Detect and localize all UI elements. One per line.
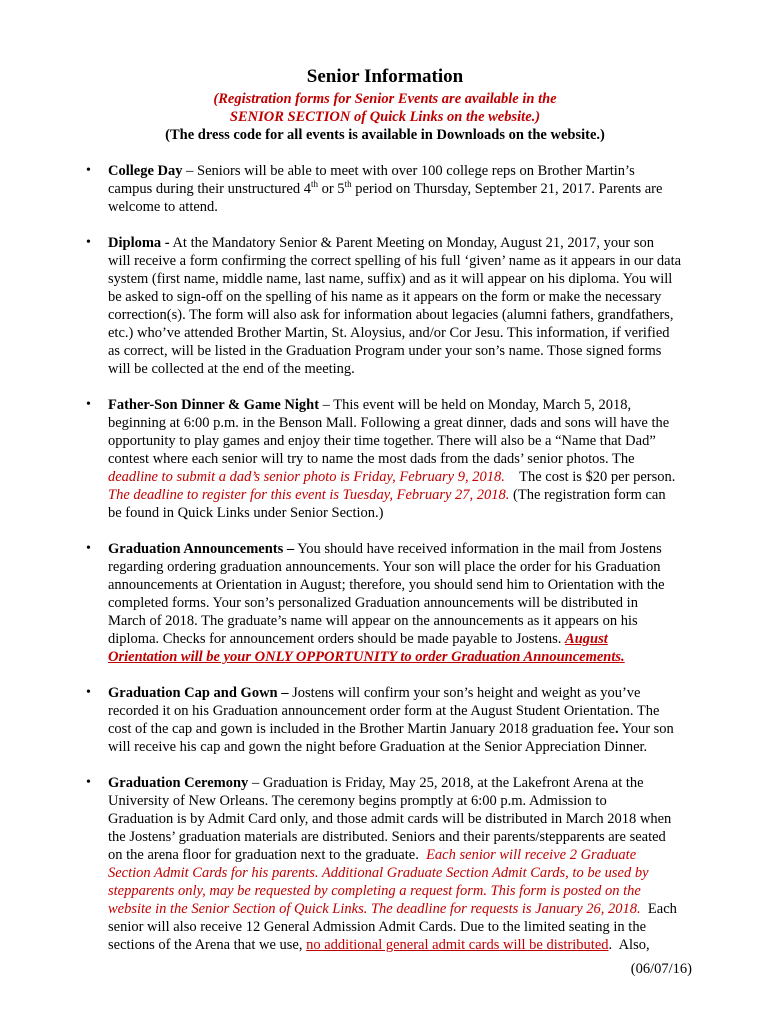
list-item-diploma: [86, 234, 698, 378]
list-item-cap-and-gown: [86, 684, 698, 756]
emphasis-text: Orientation will be your ONLY OPPORTUNITY to order Graduation Announcements.: [108, 649, 625, 665]
superscript: th: [310, 179, 318, 189]
registration-note-line2: SENIOR SECTION of Quick Links on the website.): [229, 109, 541, 125]
item-text: – Seniors will be able to meet with over 100 college reps on Brother Martin’s: [182, 163, 635, 179]
superscript: th: [344, 179, 352, 189]
list-item-graduation-announcements: [86, 540, 698, 666]
item-heading: College Day: [108, 163, 183, 179]
item-text: cost of the cap and gown is included in the Brother Martin January 2018 graduation fee: [108, 721, 615, 737]
item-text: will receive his cap and gown the night before Graduation at the Senior Appreciation Dinner.: [108, 739, 648, 755]
item-text: Each: [640, 901, 677, 917]
item-text: The cost is $20 per person.: [504, 469, 676, 485]
bullet-icon: •: [86, 163, 91, 178]
item-heading: Diploma -: [108, 235, 170, 251]
list-item-graduation-ceremony: [86, 774, 698, 954]
list-item-father-son-dinner: [86, 396, 698, 522]
page-title: Senior Information: [306, 66, 464, 87]
item-text: on the arena floor for graduation next to the graduate.: [108, 847, 427, 863]
item-text: system (first name, middle name, last name, suffix) and as it will appear on his diploma. You will: [108, 271, 673, 287]
item-text: will receive a form confirming the correct spelling of his full ‘given’ name as it appears in our data: [108, 253, 682, 269]
item-text: contest where each senior will try to name the most dads from the dads’ senior photos. The: [108, 451, 635, 467]
dress-code-note: (The dress code for all events is available in Downloads on the website.): [165, 127, 605, 143]
item-text: etc.) who’ve attended Brother Martin, St. Aloysius, and/or Cor Jesu. This information, if verified: [108, 325, 670, 341]
item-text: (The registration form can: [509, 487, 666, 503]
item-text: diploma. Checks for announcement orders should be made payable to Jostens.: [108, 631, 566, 647]
item-text: completed forms. Your son’s personalized Graduation announcements will be distributed in: [108, 595, 638, 611]
bullet-icon: •: [86, 541, 91, 556]
list-item-college-day: [86, 162, 698, 216]
item-text: You should have received information in the mail from Jostens: [294, 541, 662, 557]
item-text: correction(s). The form will also ask for information about legacies (alumni fathers, grandfathers,: [108, 307, 674, 323]
item-text: opportunity to play games and enjoy their time together. There will also be a “Name that Dad”: [108, 433, 656, 449]
bullet-icon: •: [86, 397, 91, 412]
registration-note-line1: (Registration forms for Senior Events are available in the: [213, 91, 557, 107]
item-heading: Father-Son Dinner & Game Night: [108, 397, 320, 413]
item-text: Your son: [618, 721, 674, 737]
item-text: – Graduation is Friday, May 25, 2018, at the Lakefront Arena at the: [248, 775, 644, 791]
item-text: .: [614, 721, 619, 737]
item-text: Graduation is by Admit Card only, and those admit cards will be distributed in March 2018 when: [108, 811, 672, 827]
item-text: will be collected at the end of the meeting.: [108, 361, 355, 377]
item-text: campus during their unstructured 4: [108, 181, 311, 197]
item-text: recorded it on his Graduation announcement order form at the August Student Orientation. The: [108, 703, 660, 719]
item-text: welcome to attend.: [108, 199, 218, 215]
bullet-icon: •: [86, 685, 91, 700]
item-text: – This event will be held on Monday, March 5, 2018,: [319, 397, 632, 413]
italic-text: website in the Senior Section of Quick Links. The deadline for requests is January 26, 2018.: [108, 901, 641, 917]
bullet-icon: •: [86, 235, 91, 250]
underlined-text: no additional general admit cards will be distributed: [306, 937, 609, 953]
item-text: beginning at 6:00 p.m. in the Benson Mall. Following a great dinner, dads and sons will have the: [108, 415, 670, 431]
item-text: or 5: [317, 181, 345, 197]
deadline-text: The deadline to register for this event is Tuesday, February 27, 2018.: [108, 487, 510, 503]
item-text: the Jostens’ graduation materials are distributed. Seniors and their parents/stepparents are seated: [108, 829, 666, 845]
item-text: Jostens will confirm your son’s height and weight as you’ve: [288, 685, 641, 701]
bullet-icon: •: [86, 775, 91, 790]
item-heading: Graduation Cap and Gown –: [108, 685, 289, 701]
item-text: March of 2018. The graduate’s name will appear on the announcements as it appears on his: [108, 613, 638, 629]
emphasis-text: August: [565, 631, 608, 647]
item-text: announcements at Orientation in August; therefore, you should send him to Orientation with the: [108, 577, 665, 593]
item-text: as correct, will be listed in the Graduation Program under your son’s name. Those signed forms: [108, 343, 662, 359]
deadline-text: deadline to submit a dad’s senior photo is Friday, February 9, 2018.: [108, 469, 505, 485]
item-text: be asked to sign-off on the spelling of his name as it appears on the form or make the necessary: [108, 289, 662, 305]
italic-text: Each senior will receive 2 Graduate: [426, 847, 637, 863]
item-text: . Also,: [608, 937, 650, 953]
item-text: sections of the Arena that we use,: [108, 937, 307, 953]
item-heading: Graduation Announcements –: [108, 541, 295, 557]
item-heading: Graduation Ceremony: [108, 775, 249, 791]
item-text: period on Thursday, September 21, 2017. Parents are: [351, 181, 663, 197]
item-text: At the Mandatory Senior & Parent Meeting on Monday, August 21, 2017, your son: [169, 235, 654, 251]
item-text: regarding ordering graduation announcements. Your son will place the order for his Graduation: [108, 559, 661, 575]
italic-text: Section Admit Cards for his parents. Additional Graduate Section Admit Cards, to be used by: [108, 865, 649, 881]
italic-text: stepparents only, may be requested by completing a request form. This form is posted on the: [108, 883, 641, 899]
item-text: University of New Orleans. The ceremony begins promptly at 6:00 p.m. Admission to: [108, 793, 607, 809]
revision-date: (06/07/16): [630, 961, 692, 977]
item-text: senior will also receive 12 General Admission Admit Cards. Due to the limited seating in the: [108, 919, 647, 935]
item-text: be found in Quick Links under Senior Section.): [108, 505, 384, 521]
